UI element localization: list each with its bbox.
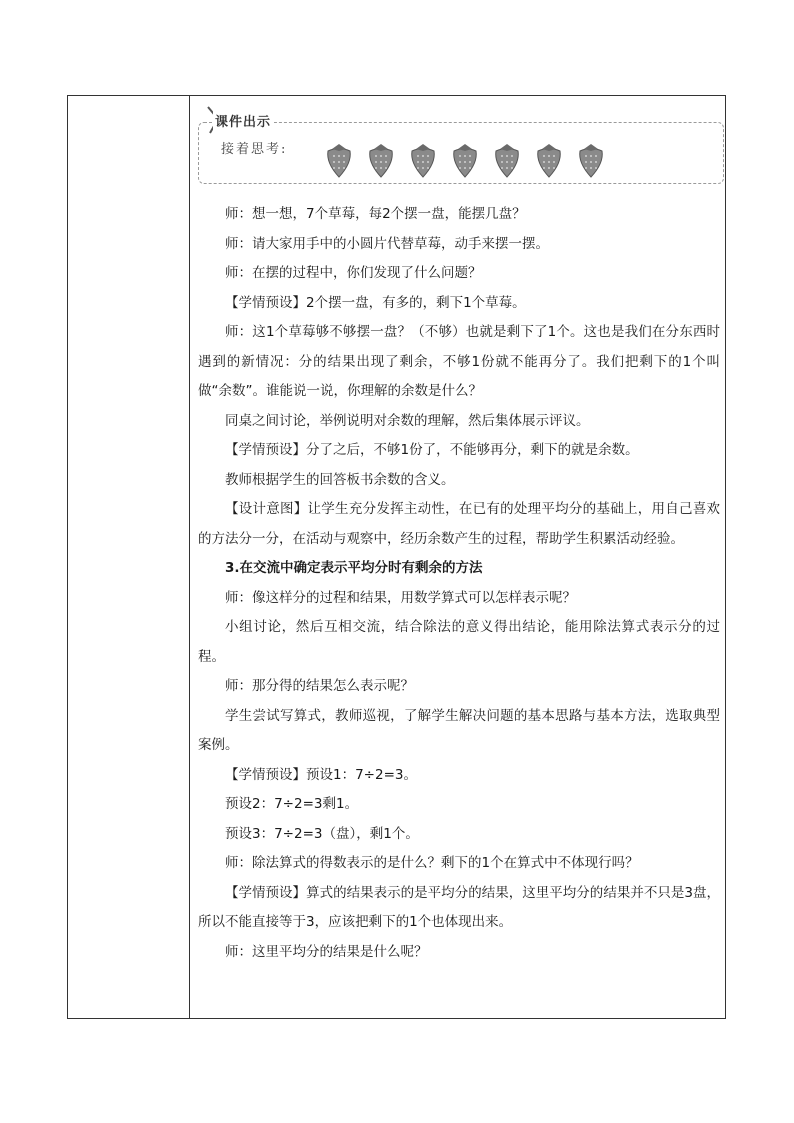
paragraph: 师：想一想，7个草莓，每2个摆一盘，能摆几盘？	[225, 206, 526, 222]
paragraph: 学生尝试写算式，教师巡视，了解学生解决问题的基本思路与基本方法，选取典型案例。	[198, 707, 720, 753]
paragraph: 师：请大家用手中的小圆片代替草莓，动手来摆一摆。	[225, 235, 549, 252]
paragraph: 师：除法算式的得数表示的是什么？剩下的1个在算式中不体现行吗？	[225, 855, 639, 871]
strawberry-icon	[454, 144, 477, 177]
strawberry-icon	[412, 144, 435, 177]
section-heading: 3.在交流中确定表示平均分时有剩余的方法	[225, 560, 483, 576]
paragraph: 预设3：7÷2=3（盘），剩1个。	[225, 825, 419, 842]
paragraph: 师：这里平均分的结果是什么呢？	[225, 943, 428, 960]
paragraph: 小组讨论，然后互相交流，结合除法的意义得出结论，能用除法算式表示分的过程。	[198, 619, 720, 665]
strawberry-icon	[328, 144, 351, 177]
strawberry-icon	[370, 144, 393, 177]
paragraph: 同桌之间讨论，举例说明对余数的理解，然后集体展示评议。	[225, 412, 590, 429]
lesson-table	[67, 95, 726, 1019]
courseware-box	[198, 115, 724, 184]
strawberry-icon	[538, 144, 561, 177]
paragraph: 师：那分得的结果怎么表示呢？	[225, 678, 414, 694]
table-left-column	[68, 96, 190, 1018]
table-right-column	[190, 96, 725, 1018]
strawberry-icon	[580, 144, 603, 177]
courseware-tag: 课件出示	[213, 111, 274, 130]
paragraph: 【学情预设】2个摆一盘，有多的，剩下1个草莓。	[225, 294, 526, 311]
paragraph: 师：像这样分的过程和结果，用数学算式可以怎样表示呢？	[225, 589, 576, 606]
courseware-prompt: 接着思考:	[221, 142, 288, 157]
strawberry-icon	[496, 144, 519, 177]
paragraph: 师：这1个草莓够不够摆一盘？（不够）也就是剩下了1个。这也是我们在分东西时遇到的新情况：分的结果出现了剩余，不够1份就不能再分了。我们把剩下的1个叫做“余数”。谁能说一说，你理解的余数是什么？	[198, 324, 720, 399]
paragraph: 【学情预设】预设1：7÷2=3。	[225, 766, 417, 783]
paragraph: 师：在摆的过程中，你们发现了什么问题？	[225, 265, 482, 281]
paragraph: 预设2：7÷2=3剩1。	[225, 796, 359, 812]
paragraph: 【学情预设】算式的结果表示的是平均分的结果，这里平均分的结果并不只是3盘，所以不能直接等于3，应该把剩下的1个也体现出来。	[198, 884, 720, 930]
lesson-text	[198, 200, 720, 967]
strawberry-row	[325, 143, 625, 179]
paragraph: 【学情预设】分了之后，不够1份了，不能够再分，剩下的就是余数。	[225, 442, 639, 458]
paragraph: 【设计意图】让学生充分发挥主动性，在已有的处理平均分的基础上，用自己喜欢的方法分一分，在活动与观察中，经历余数产生的过程，帮助学生积累活动经验。	[198, 501, 720, 547]
paragraph: 教师根据学生的回答板书余数的含义。	[225, 471, 455, 488]
